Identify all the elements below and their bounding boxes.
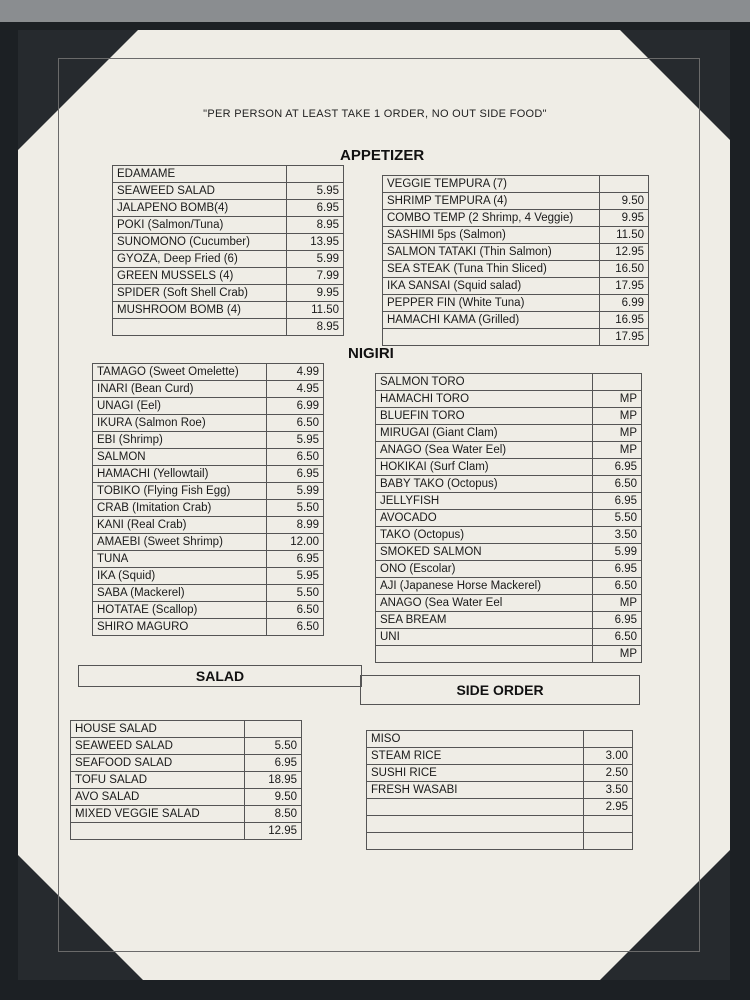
item-price: 2.95 bbox=[584, 799, 633, 816]
item-price: 7.99 bbox=[287, 268, 344, 285]
appetizer-table-left bbox=[112, 165, 344, 336]
menu-item-row bbox=[376, 459, 642, 476]
menu-item-row bbox=[367, 748, 633, 765]
item-price: 9.95 bbox=[287, 285, 344, 302]
menu-item-row bbox=[93, 449, 324, 466]
item-price: 9.95 bbox=[600, 210, 649, 227]
menu-item-row bbox=[93, 381, 324, 398]
item-price bbox=[600, 176, 649, 193]
menu-item-row bbox=[93, 483, 324, 500]
item-price: 6.95 bbox=[593, 459, 642, 476]
item-price: 5.50 bbox=[267, 500, 324, 517]
menu-item-row bbox=[383, 278, 649, 295]
menu-item-row bbox=[93, 534, 324, 551]
item-name: UNI bbox=[376, 629, 593, 646]
item-price: 5.99 bbox=[287, 251, 344, 268]
item-name bbox=[376, 646, 593, 663]
item-price: 11.50 bbox=[287, 302, 344, 319]
menu-item-row bbox=[376, 561, 642, 578]
item-name: TAMAGO (Sweet Omelette) bbox=[93, 364, 267, 381]
item-price: 17.95 bbox=[600, 329, 649, 346]
item-price: 16.50 bbox=[600, 261, 649, 278]
side-order-heading: SIDE ORDER bbox=[360, 675, 640, 705]
item-price: 17.95 bbox=[600, 278, 649, 295]
item-price: 13.95 bbox=[287, 234, 344, 251]
menu-item-row bbox=[376, 425, 642, 442]
item-name: CRAB (Imitation Crab) bbox=[93, 500, 267, 517]
menu-item-row bbox=[376, 476, 642, 493]
item-name: GREEN MUSSELS (4) bbox=[113, 268, 287, 285]
menu-item-row bbox=[113, 166, 344, 183]
menu-item-row bbox=[93, 398, 324, 415]
item-name: SEAWEED SALAD bbox=[71, 738, 245, 755]
item-name bbox=[367, 833, 584, 850]
item-price: MP bbox=[593, 408, 642, 425]
menu-item-row bbox=[71, 738, 302, 755]
item-price: 5.50 bbox=[267, 585, 324, 602]
item-price: 8.95 bbox=[287, 319, 344, 336]
menu-item-row bbox=[93, 517, 324, 534]
item-name: EDAMAME bbox=[113, 166, 287, 183]
nigiri-heading: NIGIRI bbox=[348, 345, 394, 362]
item-name: SEAFOOD SALAD bbox=[71, 755, 245, 772]
item-name: SALMON TATAKI (Thin Salmon) bbox=[383, 244, 600, 261]
item-price: MP bbox=[593, 442, 642, 459]
menu-item-row bbox=[367, 765, 633, 782]
menu-item-row bbox=[367, 782, 633, 799]
menu-item-row bbox=[93, 415, 324, 432]
item-name: POKI (Salmon/Tuna) bbox=[113, 217, 287, 234]
menu-item-row bbox=[113, 200, 344, 217]
salad-table bbox=[70, 720, 302, 840]
item-name: SEA STEAK (Tuna Thin Sliced) bbox=[383, 261, 600, 278]
item-price bbox=[584, 833, 633, 850]
item-price: MP bbox=[593, 595, 642, 612]
menu-item-row bbox=[93, 432, 324, 449]
item-price bbox=[584, 816, 633, 833]
item-price: 4.99 bbox=[267, 364, 324, 381]
item-name: AMAEBI (Sweet Shrimp) bbox=[93, 534, 267, 551]
menu-item-row bbox=[383, 176, 649, 193]
item-price: 3.50 bbox=[584, 782, 633, 799]
nigiri-table-left bbox=[92, 363, 324, 636]
menu-item-row bbox=[71, 823, 302, 840]
item-name bbox=[383, 329, 600, 346]
item-price: 5.50 bbox=[245, 738, 302, 755]
item-name: SPIDER (Soft Shell Crab) bbox=[113, 285, 287, 302]
item-price: 6.50 bbox=[267, 602, 324, 619]
item-price: 5.95 bbox=[267, 568, 324, 585]
item-price: 6.99 bbox=[600, 295, 649, 312]
item-name: TAKO (Octopus) bbox=[376, 527, 593, 544]
item-name bbox=[367, 799, 584, 816]
item-price bbox=[593, 374, 642, 391]
item-name: HOUSE SALAD bbox=[71, 721, 245, 738]
item-name: HAMACHI TORO bbox=[376, 391, 593, 408]
item-name: FRESH WASABI bbox=[367, 782, 584, 799]
item-price: 5.95 bbox=[267, 432, 324, 449]
item-name: SUSHI RICE bbox=[367, 765, 584, 782]
menu-item-row bbox=[113, 302, 344, 319]
item-price: 12.95 bbox=[600, 244, 649, 261]
item-name: INARI (Bean Curd) bbox=[93, 381, 267, 398]
item-name: ANAGO (Sea Water Eel bbox=[376, 595, 593, 612]
item-price: 6.50 bbox=[267, 449, 324, 466]
menu-item-row bbox=[376, 595, 642, 612]
item-name: SALMON TORO bbox=[376, 374, 593, 391]
item-name: SEAWEED SALAD bbox=[113, 183, 287, 200]
item-name: TUNA bbox=[93, 551, 267, 568]
item-price: MP bbox=[593, 646, 642, 663]
item-price: 2.50 bbox=[584, 765, 633, 782]
item-name: HAMACHI KAMA (Grilled) bbox=[383, 312, 600, 329]
item-name: ONO (Escolar) bbox=[376, 561, 593, 578]
item-name: MIRUGAI (Giant Clam) bbox=[376, 425, 593, 442]
item-price: 5.95 bbox=[287, 183, 344, 200]
item-price: 12.95 bbox=[245, 823, 302, 840]
salad-heading: SALAD bbox=[78, 665, 362, 687]
menu-item-row bbox=[376, 493, 642, 510]
menu-item-row bbox=[93, 602, 324, 619]
menu-item-row bbox=[113, 183, 344, 200]
order-notice: "PER PERSON AT LEAST TAKE 1 ORDER, NO OUT SIDE FOOD" bbox=[203, 108, 547, 120]
item-name: MISO bbox=[367, 731, 584, 748]
menu-item-row bbox=[376, 527, 642, 544]
item-price: 11.50 bbox=[600, 227, 649, 244]
menu-item-row bbox=[113, 251, 344, 268]
menu-item-row bbox=[367, 833, 633, 850]
item-price bbox=[584, 731, 633, 748]
item-name: ANAGO (Sea Water Eel) bbox=[376, 442, 593, 459]
nigiri-table-right bbox=[375, 373, 642, 663]
item-name: SHRIMP TEMPURA (4) bbox=[383, 193, 600, 210]
menu-item-row bbox=[113, 319, 344, 336]
menu-item-row bbox=[71, 806, 302, 823]
appetizer-table-right bbox=[382, 175, 649, 346]
menu-item-row bbox=[376, 391, 642, 408]
menu-item-row bbox=[376, 442, 642, 459]
menu-item-row bbox=[383, 210, 649, 227]
item-price: 5.50 bbox=[593, 510, 642, 527]
menu-item-row bbox=[383, 227, 649, 244]
menu-item-row bbox=[383, 244, 649, 261]
side-order-table bbox=[366, 730, 633, 850]
item-name: AVOCADO bbox=[376, 510, 593, 527]
item-name: IKURA (Salmon Roe) bbox=[93, 415, 267, 432]
item-price: 5.99 bbox=[267, 483, 324, 500]
item-price: 3.00 bbox=[584, 748, 633, 765]
menu-item-row bbox=[367, 816, 633, 833]
item-name: SUNOMONO (Cucumber) bbox=[113, 234, 287, 251]
item-price: 6.95 bbox=[287, 200, 344, 217]
item-name: TOBIKO (Flying Fish Egg) bbox=[93, 483, 267, 500]
item-name: SABA (Mackerel) bbox=[93, 585, 267, 602]
menu-item-row bbox=[376, 629, 642, 646]
item-price: 6.95 bbox=[593, 561, 642, 578]
item-name: IKA (Squid) bbox=[93, 568, 267, 585]
item-name: UNAGI (Eel) bbox=[93, 398, 267, 415]
item-name: JALAPENO BOMB(4) bbox=[113, 200, 287, 217]
menu-item-row bbox=[71, 772, 302, 789]
item-price: 8.95 bbox=[287, 217, 344, 234]
menu-item-row bbox=[113, 268, 344, 285]
menu-item-row bbox=[93, 568, 324, 585]
item-price: 9.50 bbox=[600, 193, 649, 210]
menu-item-row bbox=[376, 646, 642, 663]
item-name: SASHIMI 5ps (Salmon) bbox=[383, 227, 600, 244]
item-price: 6.95 bbox=[245, 755, 302, 772]
item-price: MP bbox=[593, 425, 642, 442]
menu-item-row bbox=[367, 799, 633, 816]
item-name: VEGGIE TEMPURA (7) bbox=[383, 176, 600, 193]
item-name: IKA SANSAI (Squid salad) bbox=[383, 278, 600, 295]
item-name: MIXED VEGGIE SALAD bbox=[71, 806, 245, 823]
item-price: 4.95 bbox=[267, 381, 324, 398]
item-name: STEAM RICE bbox=[367, 748, 584, 765]
item-name: COMBO TEMP (2 Shrimp, 4 Veggie) bbox=[383, 210, 600, 227]
menu-item-row bbox=[383, 261, 649, 278]
item-price: 6.50 bbox=[593, 629, 642, 646]
item-price: 6.95 bbox=[593, 493, 642, 510]
item-price: 6.95 bbox=[593, 612, 642, 629]
menu-item-row bbox=[383, 193, 649, 210]
menu-item-row bbox=[93, 619, 324, 636]
item-name: HOTATAE (Scallop) bbox=[93, 602, 267, 619]
item-name: SALMON bbox=[93, 449, 267, 466]
item-price: 8.50 bbox=[245, 806, 302, 823]
item-name: BLUEFIN TORO bbox=[376, 408, 593, 425]
menu-item-row bbox=[93, 585, 324, 602]
item-name: TOFU SALAD bbox=[71, 772, 245, 789]
menu-item-row bbox=[376, 544, 642, 561]
item-price: 6.95 bbox=[267, 466, 324, 483]
item-price: 6.95 bbox=[267, 551, 324, 568]
item-name: SEA BREAM bbox=[376, 612, 593, 629]
menu-item-row bbox=[93, 551, 324, 568]
item-name: AJI (Japanese Horse Mackerel) bbox=[376, 578, 593, 595]
item-name: HOKIKAI (Surf Clam) bbox=[376, 459, 593, 476]
menu-item-row bbox=[383, 295, 649, 312]
menu-item-row bbox=[93, 500, 324, 517]
item-name: EBI (Shrimp) bbox=[93, 432, 267, 449]
menu-item-row bbox=[71, 755, 302, 772]
menu-item-row bbox=[383, 312, 649, 329]
menu-item-row bbox=[113, 217, 344, 234]
appetizer-heading: APPETIZER bbox=[340, 147, 425, 164]
item-name: MUSHROOM BOMB (4) bbox=[113, 302, 287, 319]
item-price bbox=[245, 721, 302, 738]
menu-item-row bbox=[376, 374, 642, 391]
item-price: 8.99 bbox=[267, 517, 324, 534]
item-price: 6.50 bbox=[267, 415, 324, 432]
menu-item-row bbox=[376, 510, 642, 527]
menu-item-row bbox=[376, 612, 642, 629]
menu-item-row bbox=[367, 731, 633, 748]
item-name: GYOZA, Deep Fried (6) bbox=[113, 251, 287, 268]
item-price bbox=[287, 166, 344, 183]
item-name: SHIRO MAGURO bbox=[93, 619, 267, 636]
item-price: 9.50 bbox=[245, 789, 302, 806]
item-price: 16.95 bbox=[600, 312, 649, 329]
item-price: MP bbox=[593, 391, 642, 408]
item-name: AVO SALAD bbox=[71, 789, 245, 806]
menu-item-row bbox=[71, 789, 302, 806]
menu-item-row bbox=[93, 466, 324, 483]
item-price: 6.50 bbox=[593, 578, 642, 595]
item-name bbox=[367, 816, 584, 833]
item-price: 3.50 bbox=[593, 527, 642, 544]
item-name: PEPPER FIN (White Tuna) bbox=[383, 295, 600, 312]
item-name: KANI (Real Crab) bbox=[93, 517, 267, 534]
item-price: 12.00 bbox=[267, 534, 324, 551]
item-name: BABY TAKO (Octopus) bbox=[376, 476, 593, 493]
item-name: SMOKED SALMON bbox=[376, 544, 593, 561]
item-price: 6.50 bbox=[267, 619, 324, 636]
item-name bbox=[71, 823, 245, 840]
menu-item-row bbox=[376, 408, 642, 425]
menu-item-row bbox=[113, 234, 344, 251]
item-price: 5.99 bbox=[593, 544, 642, 561]
menu-item-row bbox=[113, 285, 344, 302]
menu-item-row bbox=[383, 329, 649, 346]
item-name bbox=[113, 319, 287, 336]
item-price: 6.50 bbox=[593, 476, 642, 493]
item-price: 6.99 bbox=[267, 398, 324, 415]
menu-item-row bbox=[376, 578, 642, 595]
item-name: HAMACHI (Yellowtail) bbox=[93, 466, 267, 483]
item-price: 18.95 bbox=[245, 772, 302, 789]
menu-item-row bbox=[71, 721, 302, 738]
menu-item-row bbox=[93, 364, 324, 381]
item-name: JELLYFISH bbox=[376, 493, 593, 510]
